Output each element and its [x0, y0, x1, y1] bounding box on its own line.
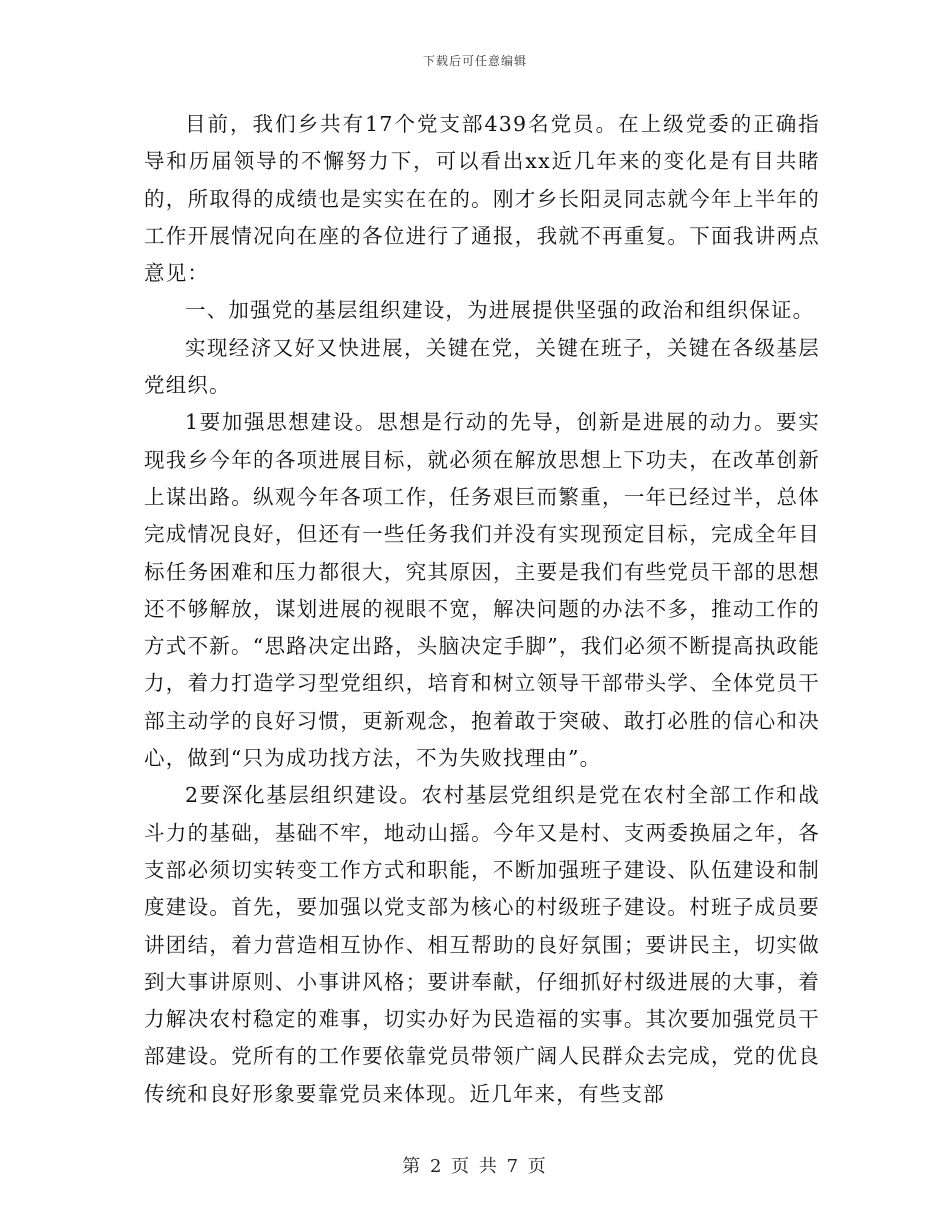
page-header: 下载后可任意编辑 — [422, 54, 527, 68]
paragraph-intro: 目前，我们乡共有17个党支部439名党员。在上级党委的正确指导和历届领导的不懈努力下，可以看出xx近几年来的变化是有目共睹的，所取得的成绩也是实实在在的。刚才乡长阳灵同志就今年上半年的工作开展情况向在座的各位进行了通报，我就不再重复。下面我讲两点意见： — [144, 112, 820, 286]
page-number: 第 2 页 共 7 页 — [402, 1156, 548, 1177]
paragraph-point-2: 2要深化基层组织建设。农村基层党组织是党在农村全部工作和战斗力的基础，基础不牢，地动山摇。今年又是村、支两委换届之年，各支部必须切实转变工作方式和职能，不断加强班子建设、队伍建设和制度建设。首先，要加强以党支部为核心的村级班子建设。村班子成员要讲团结，着力营造相互协作、相互帮助的良好氛围；要讲民主，切实做到大事讲原则、小事讲风格；要讲奉献，仔细抓好村级进展的大事，着力解决农村稳定的难事，切实办好为民造福的实事。其次要加强党员干部建设。党所有的工作要依靠党员带领广阔人民群众去完成，党的优良传统和良好形象要靠党员来体现。近几年来，有些支部 — [144, 783, 820, 1106]
document-body — [144, 106, 820, 1113]
paragraph-point-1: 1要加强思想建设。思想是行动的先导，创新是进展的动力。要实现我乡今年的各项进展目标，就必须在解放思想上下功夫，在改革创新上谋出路。纵观今年各项工作，任务艰巨而繁重，一年已经过半，总体完成情况良好，但还有一些任务我们并没有实现预定目标，完成全年目标任务困难和压力都很大，究其原因，主要是我们有些党员干部的思想还不够解放，谋划进展的视眼不宽，解决问题的办法不多，推动工作的方式不新。“思路决定出路，头脑决定手脚”，我们必须不断提高执政能力，着力打造学习型党组织，培育和树立领导干部带头学、全体党员干部主动学的良好习惯，更新观念，抱着敢于突破、敢打必胜的信心和决心，做到“只为成功找方法，不为失败找理由”。 — [144, 410, 820, 771]
paragraph-key-point: 实现经济又好又快进展，关键在党，关键在班子，关键在各级基层党组织。 — [144, 335, 820, 398]
paragraph-section-heading: 一、加强党的基层组织建设，为进展提供坚强的政治和组织保证。 — [185, 298, 815, 323]
